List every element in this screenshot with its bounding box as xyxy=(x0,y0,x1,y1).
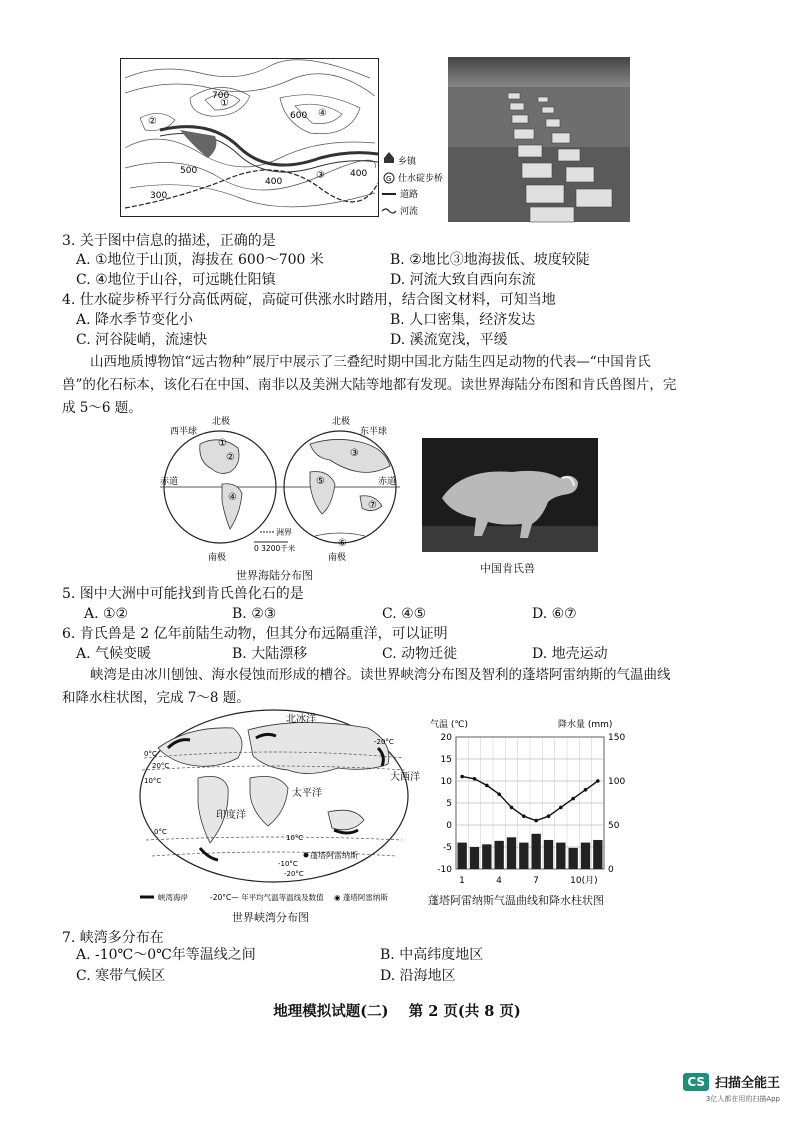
x-tick-label: 7 xyxy=(533,876,539,886)
y-tick-label: 15 xyxy=(440,755,452,765)
precip-bar xyxy=(519,843,528,869)
temperature-point xyxy=(571,797,575,801)
q4-option-b[interactable]: B. 人口密集，经济发达 xyxy=(390,312,536,328)
passage-7-8: 峡湾是由冰川刨蚀、海水侵蚀而形成的槽谷。读世界峡湾分布图及智利的蓬塔阿雷纳斯的气温曲线和降水柱状图，完成 7～8 题。 xyxy=(62,667,671,706)
continent-marker: ③ xyxy=(350,448,359,459)
topo-label: 500 xyxy=(180,166,198,176)
bridge-photo-svg xyxy=(448,57,630,222)
legend-label: 道路 xyxy=(400,190,419,200)
scanner-app-name: 扫描全能王 xyxy=(714,1076,780,1091)
climate-chart xyxy=(428,715,644,895)
scale-bar-label: 0 3200千米 xyxy=(254,544,296,553)
q6-option-b[interactable]: B. 大陆漂移 xyxy=(232,646,308,662)
dinosaur-photo-svg xyxy=(422,438,598,552)
south-pole-label-west: 南极 xyxy=(208,553,227,563)
y-tick-label: 20 xyxy=(440,733,452,743)
temperature-point xyxy=(596,779,600,783)
precip-bar xyxy=(482,844,491,869)
y-tick-label: 5 xyxy=(446,799,452,809)
q5-option-d[interactable]: D. ⑥⑦ xyxy=(532,606,577,622)
q5-option-b[interactable]: B. ②③ xyxy=(232,606,277,622)
q4-option-c[interactable]: C. 河谷陡峭，流速快 xyxy=(76,332,208,348)
fjord-map xyxy=(138,708,420,908)
isotherm-label: 20°C xyxy=(152,762,170,770)
continent-marker: ⑤ xyxy=(316,476,325,487)
passage-5-6: 山西地质博物馆“远古物种”展厅中展示了三叠纪时期中国北方陆生四足动物的代表—“中国肯氏兽”的化石标本，该化石在中国、南非以及美洲大陆等地都有发现。读世界海陆分布图和肯氏兽图片，完成 5～6 题。 xyxy=(62,354,677,416)
y-tick-label: -10 xyxy=(437,865,452,875)
continent-marker: ① xyxy=(218,438,227,449)
equator-label-east: 赤道 xyxy=(378,477,397,487)
pacific-ocean-label: 太平洋 xyxy=(292,788,322,799)
legend-label: 仕水碇步桥 xyxy=(398,174,444,184)
q3-option-b[interactable]: B. ②地比③地海拔低、坡度较陡 xyxy=(390,252,590,268)
temperature-point xyxy=(473,777,477,781)
isotherm-label: -10°C xyxy=(278,860,298,868)
continent-boundary-legend: 洲界 xyxy=(276,528,292,537)
precip-bar xyxy=(495,841,504,869)
q7-option-d[interactable]: D. 沿海地区 xyxy=(380,968,456,984)
continent-marker: ⑦ xyxy=(368,500,377,511)
temperature-point xyxy=(497,792,501,796)
atlantic-ocean-label: 大西洋 xyxy=(390,772,420,783)
scanner-logo-icon: CS xyxy=(683,1073,709,1091)
legend-isotherm: -20°C— 年平均气温等温线及数值 xyxy=(210,893,324,902)
precip-bar xyxy=(593,840,602,869)
precip-bar xyxy=(458,843,467,869)
punta-arenas-label: 蓬塔阿雷纳斯 xyxy=(310,851,358,860)
y-tick-label: -5 xyxy=(443,843,452,853)
y2-tick-label: 100 xyxy=(608,777,626,787)
q5-option-c[interactable]: C. ④⑤ xyxy=(382,606,427,622)
temperature-point xyxy=(522,814,526,818)
q4-option-d[interactable]: D. 溪流宽浅，平缓 xyxy=(390,332,508,348)
south-pole-label-east: 南极 xyxy=(328,553,347,563)
topo-map-svg xyxy=(120,58,444,222)
world-map-caption: 世界海陆分布图 xyxy=(236,569,313,582)
legend-punta-arenas: ◉ 蓬塔阿雷纳斯 xyxy=(334,893,388,902)
q3-option-a[interactable]: A. ①地位于山顶，海拔在 600～700 米 xyxy=(76,252,324,268)
dinosaur-photo xyxy=(422,438,598,552)
precip-bar xyxy=(544,840,553,869)
isotherm-label: -20°C xyxy=(374,738,394,746)
town-icon xyxy=(384,152,394,163)
temperature-point xyxy=(534,819,538,823)
precip-bar xyxy=(532,834,541,869)
bridge-icon xyxy=(384,173,394,183)
dinosaur-caption: 中国肯氏兽 xyxy=(480,562,535,575)
legend-label: 河流 xyxy=(400,207,419,217)
west-hemisphere-label: 西半球 xyxy=(170,427,198,437)
point-label: ② xyxy=(148,116,157,127)
question-3-stem: 3. 关于图中信息的描述，正确的是 xyxy=(62,233,276,249)
continent-marker: ④ xyxy=(228,492,237,503)
continent-marker: ⑥ xyxy=(338,538,347,549)
question-4-stem: 4. 仕水碇步桥平行分高低两碇，高碇可供涨水时踏用，结合图文材料，可知当地 xyxy=(62,292,556,308)
equator-label-west: 赤道 xyxy=(160,477,179,487)
river-icon xyxy=(382,209,396,213)
legend-label: 乡镇 xyxy=(398,157,417,167)
isotherm-label: -20°C xyxy=(284,870,304,878)
temperature-point xyxy=(584,788,588,792)
x-tick-label: 4 xyxy=(496,876,502,886)
q7-option-c[interactable]: C. 寒带气候区 xyxy=(76,968,166,984)
isotherm-label: 10°C xyxy=(286,834,304,842)
topo-map xyxy=(120,58,444,222)
continent-marker: ② xyxy=(226,452,235,463)
q7-option-a[interactable]: A. -10℃～0℃年等温线之间 xyxy=(76,947,256,963)
temperature-point xyxy=(510,806,514,810)
page-footer: 地理模拟试题(二) 第 2 页(共 8 页) xyxy=(273,1003,521,1020)
q4-option-a[interactable]: A. 降水季节变化小 xyxy=(76,312,194,328)
y2-tick-label: 150 xyxy=(608,733,626,743)
point-label: ③ xyxy=(316,170,325,181)
topo-label: 600 xyxy=(290,111,308,121)
x-tick-label: 10(月) xyxy=(570,876,598,886)
temperature-point xyxy=(460,775,464,779)
fjord-map-caption: 世界峡湾分布图 xyxy=(232,911,309,924)
y-tick-label: 10 xyxy=(440,777,452,787)
y-tick-label: 0 xyxy=(446,821,452,831)
temperature-point xyxy=(559,806,563,810)
isotherm-label: 10°C xyxy=(144,777,162,785)
world-map-svg xyxy=(160,414,400,564)
north-pole-label-west: 北极 xyxy=(212,417,231,427)
y2-tick-label: 0 xyxy=(608,865,614,875)
precip-bar xyxy=(507,837,516,869)
point-label: ① xyxy=(220,98,229,109)
world-map xyxy=(160,414,400,564)
chart-y2-axis-title: 降水量 (mm) xyxy=(558,720,613,730)
svg-text:G: G xyxy=(386,175,392,183)
north-pole-label-east: 北极 xyxy=(332,417,351,427)
q3-option-c[interactable]: C. ④地位于山谷，可远眺仕阳镇 xyxy=(76,272,276,288)
precip-bar xyxy=(581,843,590,869)
topo-label: 400 xyxy=(265,177,283,187)
x-tick-label: 1 xyxy=(459,876,465,886)
arctic-ocean-label: 北冰洋 xyxy=(286,714,316,725)
topo-legend xyxy=(382,152,443,217)
topo-label: 400 xyxy=(350,169,368,179)
topo-label: 700 xyxy=(212,91,230,101)
q6-option-a[interactable]: A. 气候变暖 xyxy=(76,646,152,662)
legend-fjord-coast: 峡湾海岸 xyxy=(158,893,188,902)
isotherm-label: 0°C xyxy=(154,828,167,836)
question-6-stem: 6. 肯氏兽是 2 亿年前陆生动物，但其分布远隔重洋，可以证明 xyxy=(62,626,448,642)
topo-label: 300 xyxy=(150,191,168,201)
q3-option-d[interactable]: D. 河流大致自西向东流 xyxy=(390,272,536,288)
chart-y-axis-title: 气温 (℃) xyxy=(430,720,468,730)
scanner-tagline: 3亿人都在用的扫描App xyxy=(705,1095,780,1103)
scanner-watermark xyxy=(683,1072,780,1104)
temperature-point xyxy=(547,814,551,818)
y2-tick-label: 50 xyxy=(608,821,620,831)
climate-chart-caption: 蓬塔阿雷纳斯气温曲线和降水柱状图 xyxy=(428,894,604,907)
isotherm-label: 0°C xyxy=(144,750,157,758)
precip-bar xyxy=(556,843,565,869)
question-7-stem: 7. 峡湾多分布在 xyxy=(62,930,164,946)
precip-bar xyxy=(470,847,479,869)
climate-chart-svg xyxy=(428,715,644,895)
indian-ocean-label: 印度洋 xyxy=(216,810,246,821)
q6-option-d[interactable]: D. 地壳运动 xyxy=(532,646,608,662)
fjord-map-svg xyxy=(138,708,420,908)
punta-arenas-marker xyxy=(304,853,309,858)
q5-option-a[interactable]: A. ①② xyxy=(84,606,129,622)
q6-option-c[interactable]: C. 动物迁徙 xyxy=(382,646,458,662)
temperature-point xyxy=(485,784,489,788)
east-hemisphere-label: 东半球 xyxy=(360,427,388,437)
bridge-photo xyxy=(448,57,630,222)
point-label: ④ xyxy=(318,108,327,119)
precip-bar xyxy=(569,848,578,869)
q7-option-b[interactable]: B. 中高纬度地区 xyxy=(380,947,484,963)
question-5-stem: 5. 图中大洲中可能找到肯氏兽化石的是 xyxy=(62,586,304,602)
